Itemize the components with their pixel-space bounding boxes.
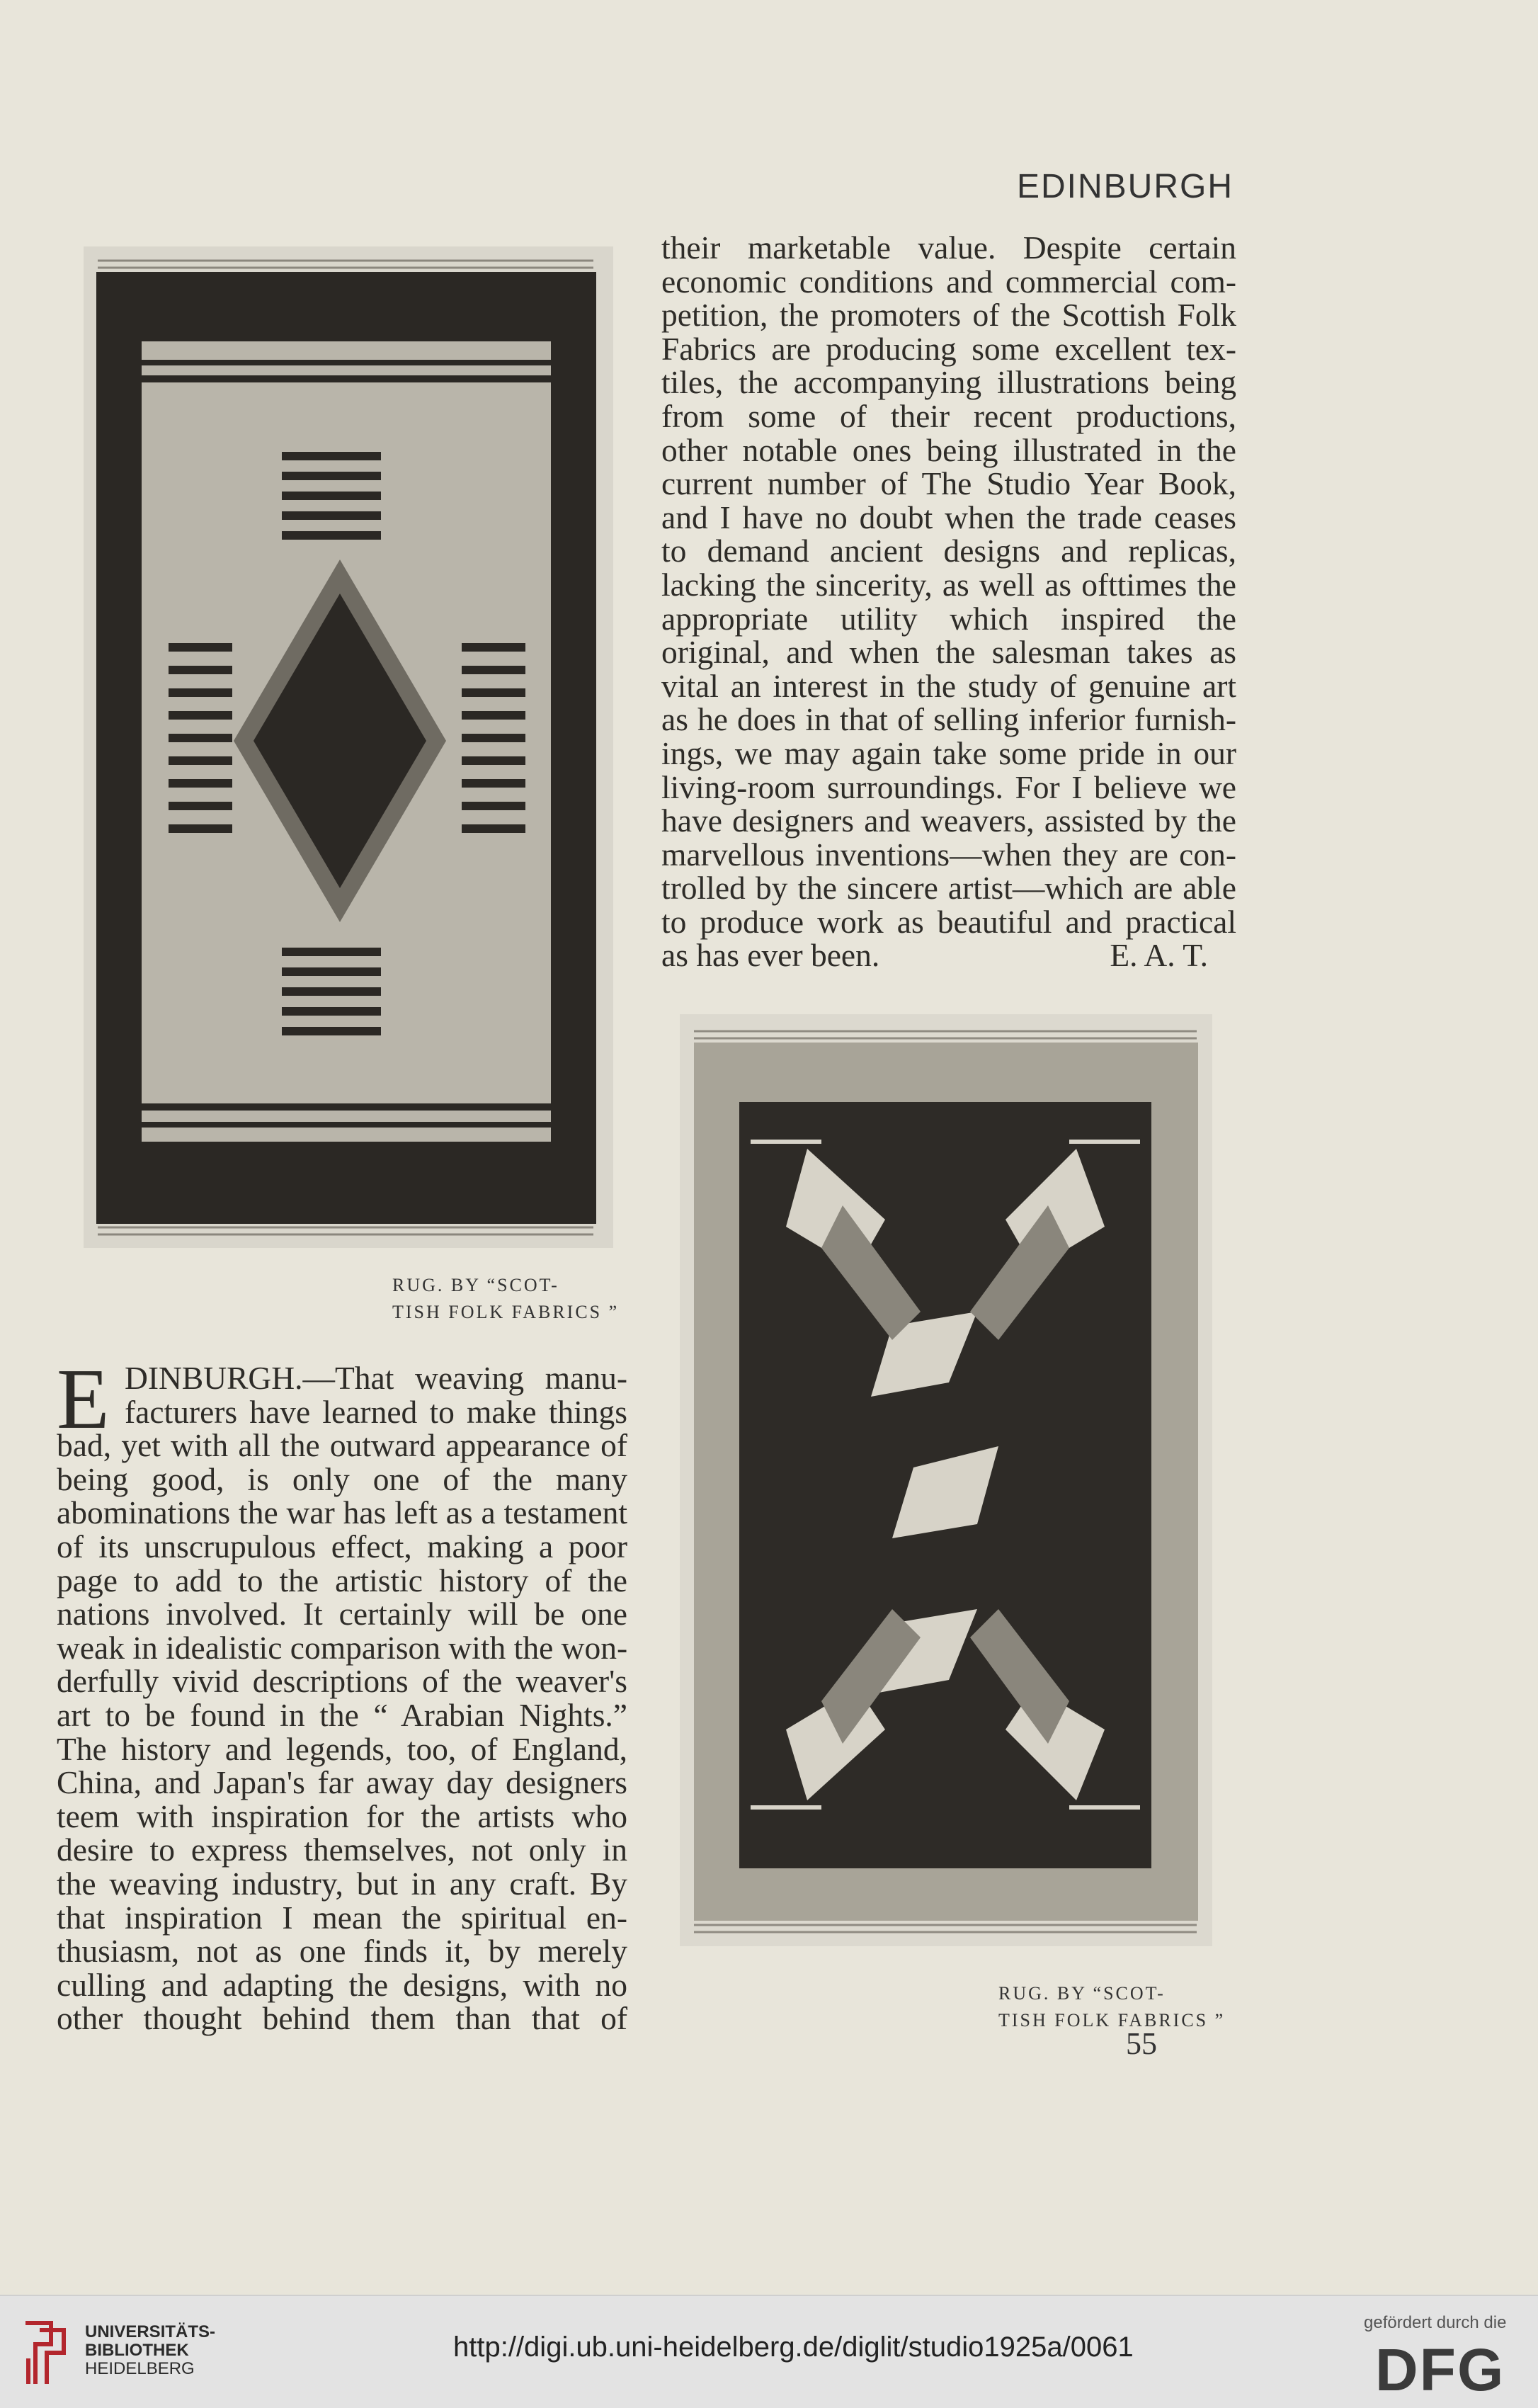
text-line: petition, the promoters of the Scottish Folk	[661, 297, 1236, 334]
text-line: and I have no doubt when the trade ceases	[661, 499, 1236, 535]
right-column-text	[661, 231, 1236, 972]
text-line: facturers have learned to make things	[125, 1393, 627, 1430]
caption-line: RUG. BY “SCOT-	[998, 1983, 1166, 2004]
permalink-url[interactable]: http://digi.ub.uni-heidelberg.de/diglit/studio1925a/0061	[453, 2332, 1134, 2363]
text-line: weak in idealistic comparison with the won-	[57, 1629, 628, 1666]
rug-illustration-1	[84, 246, 613, 1248]
text-line: ings, we may again take some pride in our	[661, 734, 1236, 771]
text-line: current number of The Studio Year Book,	[661, 465, 1236, 502]
text-line: China, and Japan's far away day designers	[57, 1764, 627, 1801]
text-line: appropriate utility which inspired the	[661, 600, 1236, 637]
funder-note: gefördert durch die	[1364, 2313, 1507, 2332]
running-head: EDINBURGH	[1016, 168, 1234, 205]
text-line: DINBURGH.—That weaving manu-	[125, 1360, 627, 1396]
dfg-logo: DFG	[1375, 2336, 1505, 2403]
text-line: desire to express themselves, not only in	[57, 1831, 627, 1868]
text-line: art to be found in the “ Arabian Nights.”	[57, 1696, 627, 1733]
text-line: The history and legends, too, of England,	[57, 1730, 627, 1767]
text-line: page to add to the artistic history of the	[57, 1562, 627, 1598]
library-name-line: UNIVERSITÄTS-	[85, 2322, 216, 2341]
text-line: other thought behind them than that of	[57, 2000, 627, 2037]
text-line: to demand ancient designs and replicas,	[661, 533, 1236, 569]
caption-rug-1	[392, 1272, 626, 1326]
text-line: vital an interest in the study of genuine art	[661, 667, 1236, 704]
closing-line	[661, 938, 1236, 972]
author-signature: E. A. T.	[1110, 937, 1208, 974]
left-column-text	[57, 1351, 628, 2037]
library-name-line: HEIDELBERG	[85, 2359, 195, 2378]
text-line: tiles, the accompanying illustrations being	[661, 364, 1236, 401]
text-line: being good, is only one of the many	[57, 1460, 627, 1497]
text-line: Fabrics are producing some excellent tex-	[661, 330, 1236, 367]
drop-cap: E	[57, 1351, 110, 1447]
text-line: the weaving industry, but in any craft. By	[57, 1865, 627, 1902]
text-line: trolled by the sincere artist—which are able	[661, 870, 1236, 907]
text-line: bad, yet with all the outward appearance of	[57, 1427, 627, 1464]
text-line: from some of their recent productions,	[661, 397, 1236, 434]
text-line: thusiasm, not as one finds it, by merely	[57, 1933, 627, 1970]
text-line: to produce work as beautiful and practical	[661, 903, 1236, 940]
text-line: teem with inspiration for the artists who	[57, 1798, 627, 1834]
text-line: derfully vivid descriptions of the weaver's	[57, 1663, 627, 1700]
text-line: nations involved. It certainly will be one	[57, 1596, 627, 1632]
university-library-logo-icon	[18, 2316, 75, 2390]
text-line: as he does in that of selling inferior furnish-	[661, 701, 1236, 738]
rug-illustration-2	[680, 1014, 1212, 1946]
library-name-line: BIBLIOTHEK	[85, 2341, 189, 2360]
text-line: other notable ones being illustrated in the	[661, 431, 1236, 468]
caption-line: TISH FOLK FABRICS ”	[392, 1302, 620, 1322]
text-line: living-room surroundings. For I believe we	[661, 768, 1236, 805]
caption-line: RUG. BY “SCOT-	[392, 1275, 559, 1295]
text-line: culling and adapting the designs, with no	[57, 1966, 627, 2003]
text-line: have designers and weavers, assisted by the	[661, 802, 1236, 839]
page-number: 55	[1126, 2026, 1157, 2061]
text-line: as has ever been.	[661, 937, 880, 974]
text-line: abominations the war has left as a testament	[57, 1494, 627, 1531]
caption-rug-2	[998, 1980, 1232, 2034]
text-line: marvellous inventions—when they are con-	[661, 836, 1236, 873]
library-name	[85, 2323, 215, 2378]
text-line: of its unscrupulous effect, making a poor	[57, 1528, 627, 1564]
footer-bar	[0, 2295, 1538, 2408]
text-line: original, and when the salesman takes as	[661, 634, 1236, 671]
caption-line: TISH FOLK FABRICS ”	[998, 2010, 1226, 2031]
text-line: that inspiration I mean the spiritual en-	[57, 1899, 627, 1936]
text-line: economic conditions and commercial com-	[661, 263, 1236, 300]
text-line: lacking the sincerity, as well as ofttimes the	[661, 566, 1236, 603]
text-line: their marketable value. Despite certain	[661, 229, 1236, 266]
